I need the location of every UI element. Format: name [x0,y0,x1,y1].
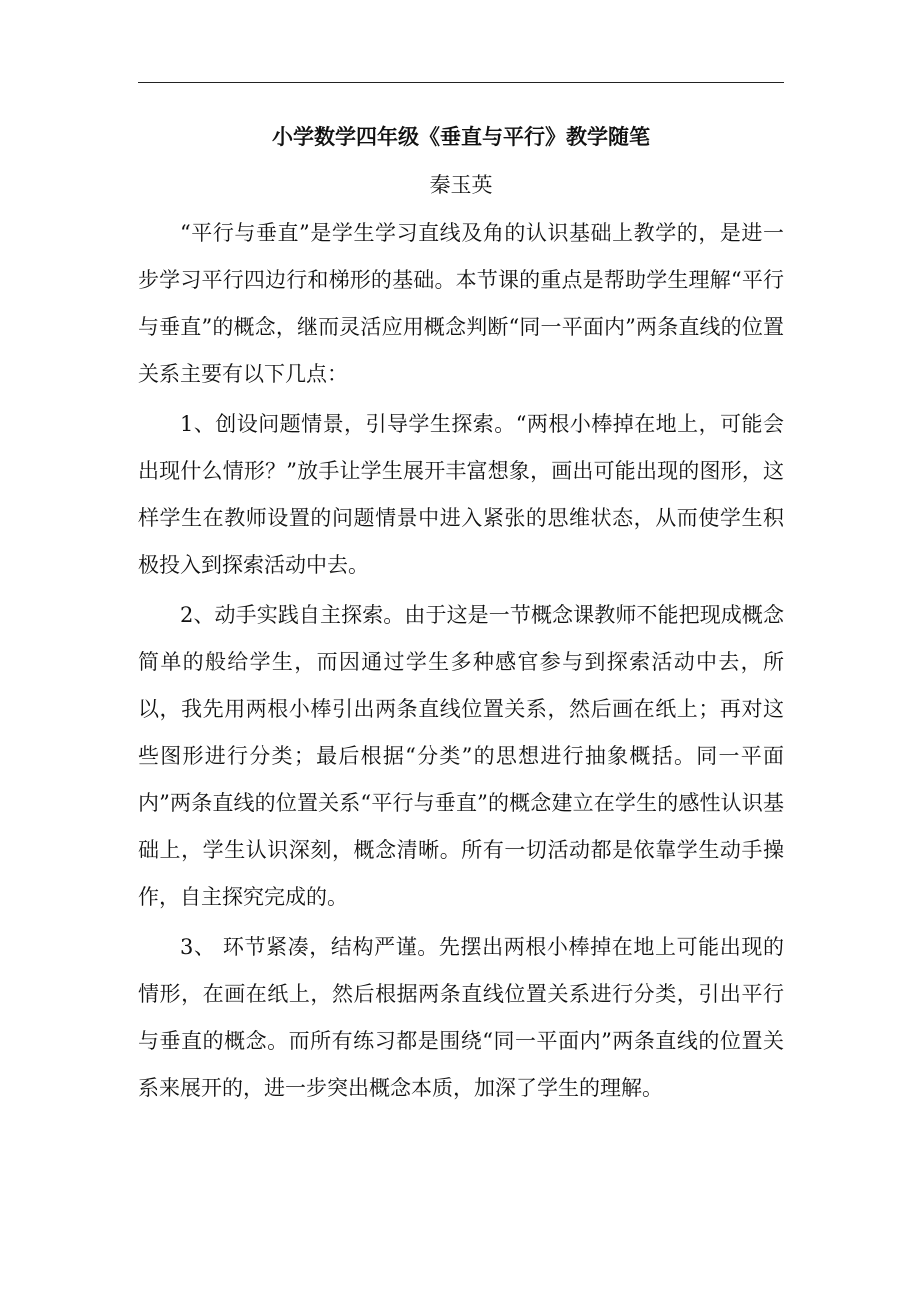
author-name: 秦玉英 [429,173,493,197]
point-2-paragraph: 2、动手实践自主探索。由于这是一节概念课教师不能把现成概念简单的般给学生，而因通过学生多种感官参与到探索活动中去，所以，我先用两根小棒引出两条直线位置关系，然后画在纸上；再对这些图形进行分类；最后根据“分类”的思想进行抽象概括。同一平面内”两条直线的位置关系“平行与垂直”的概念建立在学生的感性认识基础上，学生认识深刻，概念清晰。所有一切活动都是依靠学生动手操作，自主探究完成的。 [138,603,784,909]
point-1-paragraph: 1、创设问题情景，引导学生探索。“两根小棒掉在地上，可能会出现什么情形？”放手让学生展开丰富想象，画出可能出现的图形，这样学生在教师设置的问题情景中进入紧张的思维状态，从而使学生积极投入到探索活动中去。 [138,412,784,577]
header-rule [138,82,784,83]
document-body [138,210,784,1112]
page-title: 小学数学四年级《垂直与平行》教学随笔 [272,124,650,149]
intro-paragraph: “平行与垂直”是学生学习直线及角的认识基础上教学的，是进一步学习平行四边行和梯形的基础。本节课的重点是帮助学生理解“平行与垂直”的概念，继而灵活应用概念判断“同一平面内”两条直线的位置关系主要有以下几点： [138,221,784,386]
point-3-paragraph: 3、 环节紧凑，结构严谨。先摆出两根小棒掉在地上可能出现的情形，在画在纸上，然后根据两条直线位置关系进行分类，引出平行与垂直的概念。而所有练习都是围绕“同一平面内”两条直线的位置关系来展开的，进一步突出概念本质，加深了学生的理解。 [138,935,784,1100]
